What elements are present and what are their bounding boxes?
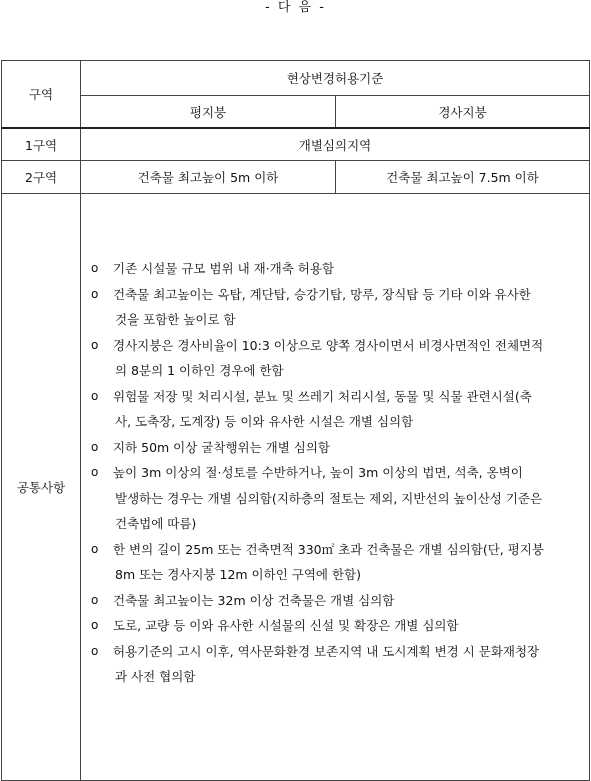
item-text: 허용기준의 고시 이후, 역사문화환경 보존지역 내 도시계획 변경 시 문화재청장 bbox=[113, 643, 540, 659]
list-item bbox=[91, 613, 581, 639]
list-item bbox=[91, 282, 581, 333]
bullet-icon: o bbox=[91, 618, 99, 632]
item-text: 8m 또는 경사지붕 12m 이하인 구역에 한함) bbox=[115, 567, 361, 582]
zone2-flat-value: 건축물 최고높이 5m 이하 bbox=[81, 161, 336, 194]
list-item bbox=[91, 460, 581, 537]
item-text: 것을 포함한 높이로 함 bbox=[115, 312, 236, 327]
list-item bbox=[91, 256, 581, 282]
item-text: 기존 시설물 규모 범위 내 재·개축 허용함 bbox=[113, 261, 335, 276]
bullet-icon: o bbox=[91, 541, 99, 556]
bullet-icon: o bbox=[91, 337, 99, 352]
item-text: 높이 3m 이상의 절·성토를 수반하거나, 높이 3m 이상의 법면, 석축, 옹벽이 bbox=[113, 465, 523, 480]
item-text: 지하 50m 이상 굴착행위는 개별 심의함 bbox=[113, 439, 330, 455]
bullet-icon: o bbox=[91, 592, 99, 607]
item-text: 발생하는 경우는 개별 심의함(지하층의 절토는 제외, 지반선의 높이산성 기준은 bbox=[115, 490, 543, 506]
criteria-table bbox=[1, 60, 590, 781]
item-text: 위험물 저장 및 처리시설, 분뇨 및 쓰레기 처리시설, 동물 및 식물 관련시설(축 bbox=[113, 388, 532, 404]
item-text: 사, 도축장, 도계장) 등 이와 유사한 시설은 개별 심의함 bbox=[115, 414, 414, 429]
zone1-label: 1구역 bbox=[2, 128, 81, 161]
zone-header: 구역 bbox=[2, 61, 81, 129]
page-heading: - 다 음 - bbox=[265, 0, 326, 15]
zone2-slope-value: 건축물 최고높이 7.5m 이하 bbox=[336, 161, 590, 194]
item-text: 과 사전 협의함 bbox=[115, 669, 196, 684]
bullet-icon: o bbox=[91, 261, 99, 275]
flat-roof-header: 평지붕 bbox=[81, 96, 336, 129]
list-item bbox=[91, 384, 581, 435]
list-item bbox=[91, 435, 581, 461]
item-text: 건축법에 따름) bbox=[115, 516, 197, 531]
common-items-list bbox=[81, 194, 589, 690]
item-text: 건축물 최고높이는 32m 이상 건축물은 개별 심의함 bbox=[113, 592, 395, 608]
list-item bbox=[91, 639, 581, 690]
bullet-icon: o bbox=[91, 465, 99, 479]
list-item bbox=[91, 537, 581, 588]
list-item bbox=[91, 588, 581, 614]
common-label: 공통사항 bbox=[2, 194, 81, 781]
common-items-cell bbox=[81, 194, 590, 781]
item-text: 한 변의 길이 25m 또는 건축면적 330㎡ 초과 건축물은 개별 심의함(단, 평지붕 bbox=[113, 541, 544, 557]
item-text: 경사지붕은 경사비율이 10:3 이상으로 양쪽 경사이면서 비경사면적인 전체면적 bbox=[113, 337, 544, 353]
item-text: 의 8분의 1 이하인 경우에 한함 bbox=[115, 363, 284, 378]
slope-roof-header: 경사지붕 bbox=[336, 96, 590, 129]
bullet-icon: o bbox=[91, 388, 99, 403]
list-item bbox=[91, 333, 581, 384]
bullet-icon: o bbox=[91, 439, 99, 454]
criteria-header: 현상변경허용기준 bbox=[81, 61, 590, 96]
zone1-value: 개별심의지역 bbox=[81, 128, 590, 161]
item-text: 건축물 최고높이는 옥탑, 계단탑, 승강기탑, 망루, 장식탑 등 기타 이와 유사한 bbox=[113, 286, 531, 302]
bullet-icon: o bbox=[91, 286, 99, 301]
zone2-label: 2구역 bbox=[2, 161, 81, 194]
bullet-icon: o bbox=[91, 643, 99, 658]
item-text: 도로, 교량 등 이와 유사한 시설물의 신설 및 확장은 개별 심의함 bbox=[113, 618, 459, 633]
